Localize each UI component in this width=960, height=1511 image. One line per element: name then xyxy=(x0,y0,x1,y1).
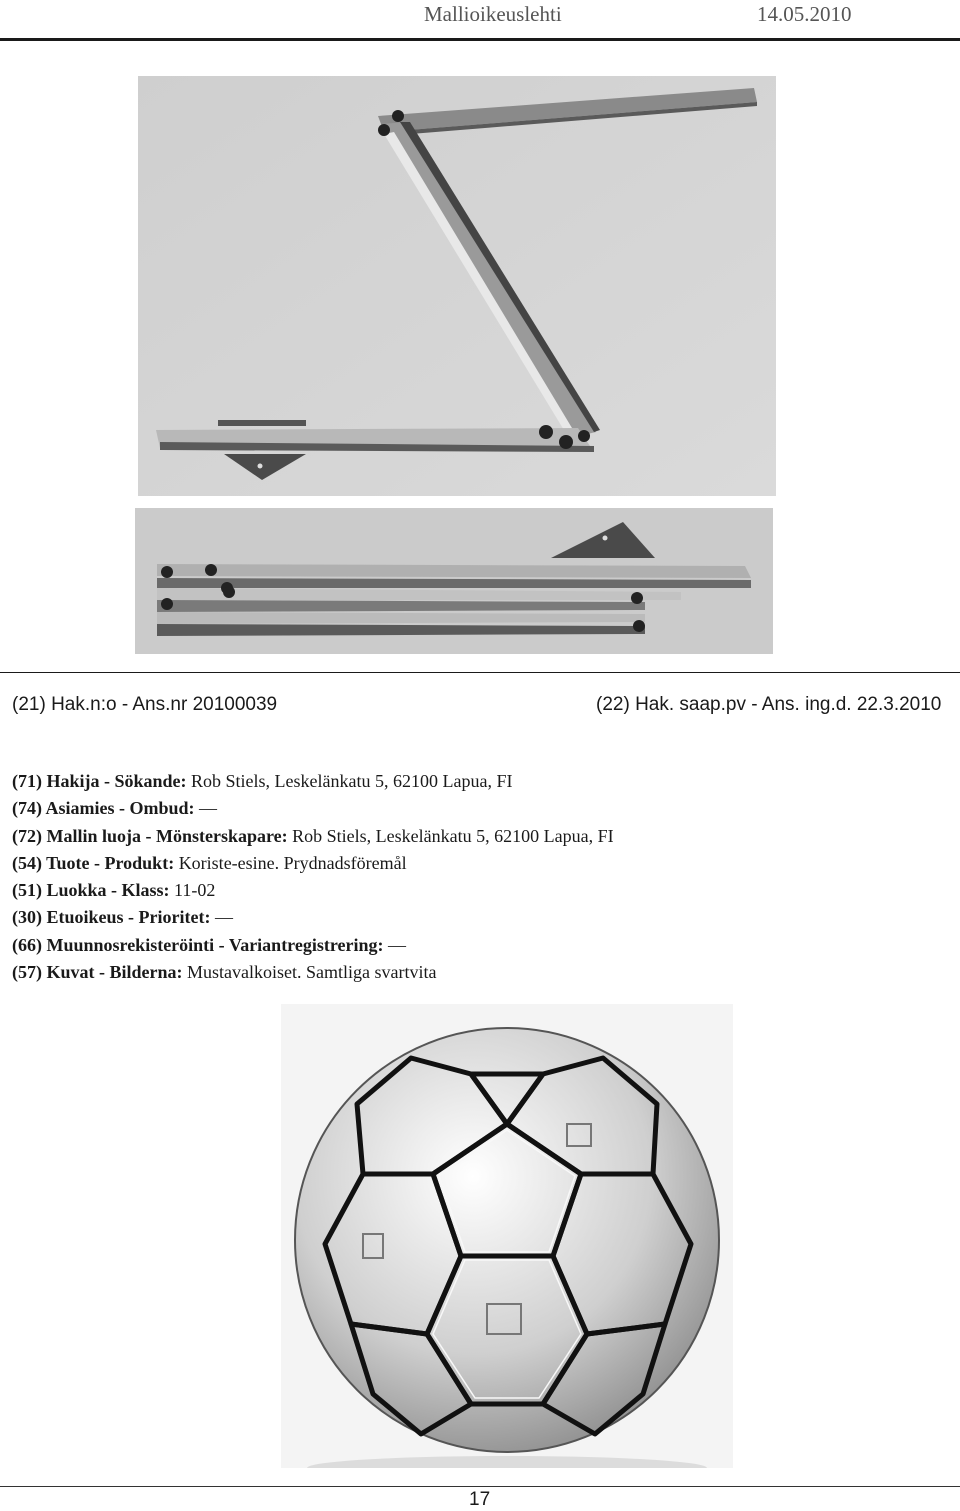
page-number: 17 xyxy=(469,1489,491,1510)
field-agent xyxy=(12,795,942,822)
field-label: (30) Etuoikeus - Prioritet: xyxy=(12,907,211,928)
photo-shelf-folded xyxy=(135,508,773,654)
field-images xyxy=(12,959,942,986)
page-header xyxy=(0,0,960,40)
photo-shelf-unfolded xyxy=(138,76,776,496)
photo-decorative-ball xyxy=(281,1004,733,1468)
field-class xyxy=(12,877,942,904)
header-rule xyxy=(0,38,960,41)
field-value: — xyxy=(210,907,233,928)
field-designer xyxy=(12,823,942,850)
field-variant xyxy=(12,932,942,959)
field-priority xyxy=(12,904,942,931)
field-label: (57) Kuvat - Bilderna: xyxy=(12,962,183,983)
publication-title: Mallioikeuslehti xyxy=(424,2,562,26)
field-label: (71) Hakija - Sökande: xyxy=(12,771,187,791)
publication-date: 14.05.2010 xyxy=(757,2,852,26)
application-number: (21) Hak.n:o - Ans.nr 20100039 xyxy=(12,694,278,715)
field-value: 11-02 xyxy=(169,880,216,901)
field-value: Koriste-esine. Prydnadsföremål xyxy=(174,852,407,873)
footer-rule xyxy=(0,1486,960,1487)
field-product xyxy=(12,850,942,877)
field-value: Mustavalkoiset. Samtliga svartvita xyxy=(182,962,437,983)
field-value: Rob Stiels, Leskelänkatu 5, 62100 Lapua, FI xyxy=(186,771,513,791)
field-value: Rob Stiels, Leskelänkatu 5, 62100 Lapua, FI xyxy=(287,825,614,846)
field-value: — xyxy=(194,798,218,819)
field-applicant xyxy=(12,768,942,795)
field-label: (72) Mallin luoja - Mönsterskapare: xyxy=(12,825,288,846)
field-label: (51) Luokka - Klass: xyxy=(12,880,170,901)
separator-rule xyxy=(0,672,960,673)
field-value: — xyxy=(383,934,406,955)
field-label: (66) Muunnosrekisteröinti - Variantregistrering: xyxy=(12,934,384,955)
field-label: (74) Asiamies - Ombud: xyxy=(12,798,195,819)
field-label: (54) Tuote - Produkt: xyxy=(12,852,175,873)
filing-date: (22) Hak. saap.pv - Ans. ing.d. 22.3.2010 xyxy=(596,694,942,715)
bibliographic-fields xyxy=(12,768,942,986)
